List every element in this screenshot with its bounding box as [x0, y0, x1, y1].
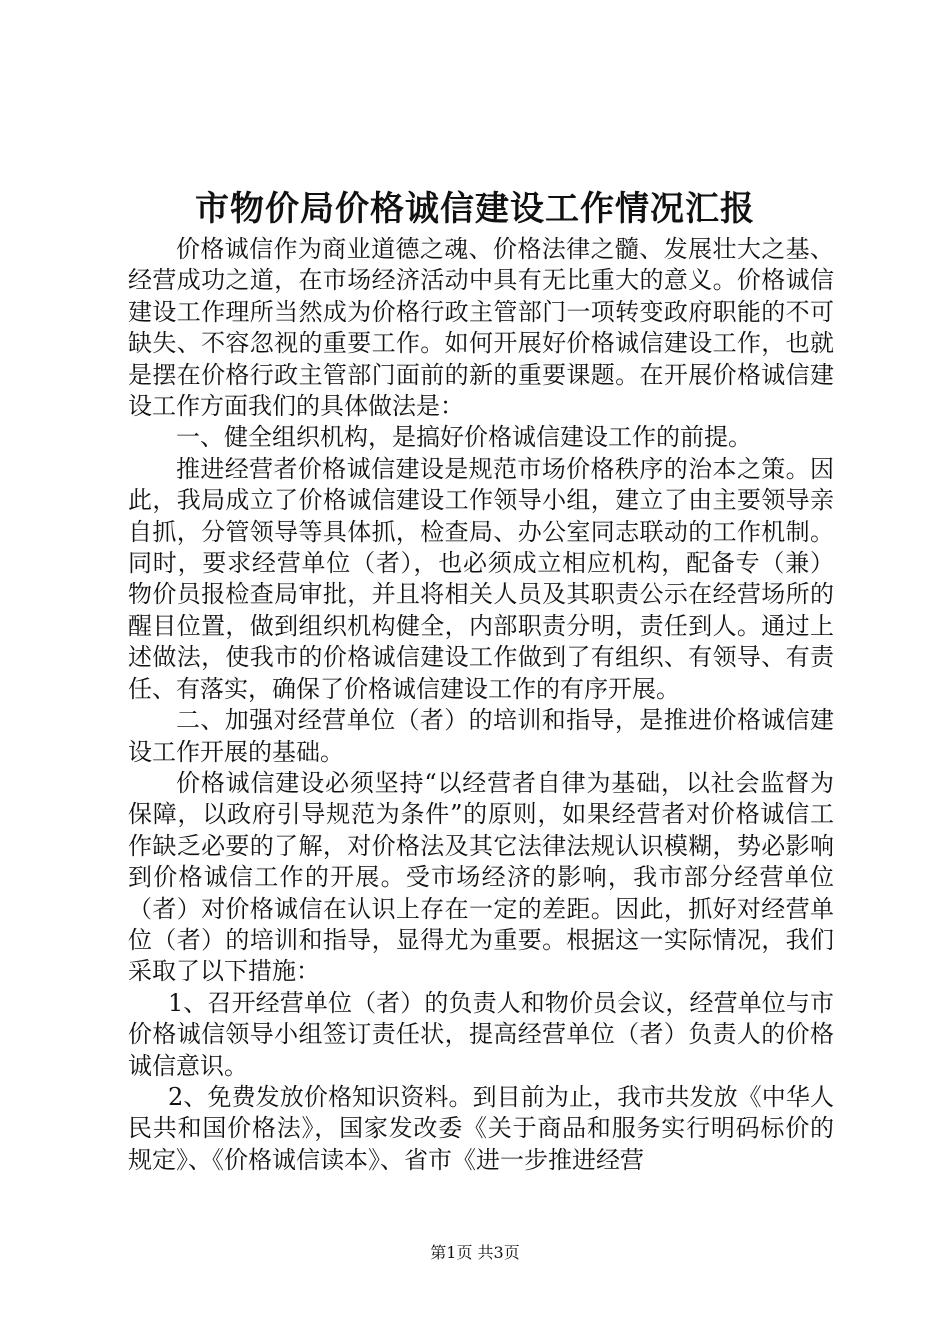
document-body: [128, 234, 834, 1176]
page-footer: 第1页 共3页: [430, 1243, 520, 1262]
paragraph-section-2: 价格诚信建设必须坚持“以经营者自律为基础，以社会监督为保障，以政府引导规范为条件”的原则，如果经营者对价格诚信工作缺乏必要的了解，对价格法及其它法律法规认识模糊，势必影响到价格诚信工作的开展。受市场经济的影响，我市部分经营单位（者）对价格诚信在认识上存在一定的差距。因此，抓好对经营单位（者）的培训和指导，显得尤为重要。根据这一实际情况，我们采取了以下措施：: [128, 768, 834, 986]
list-item-2: 2、免费发放价格知识资料。到目前为止，我市共发放《中华人民共和国价格法》，国家发改委《关于商品和服务实行明码标价的规定》、《价格诚信读本》、省市《进一步推进经营: [128, 1082, 834, 1174]
document-title: 市物价局价格诚信建设工作情况汇报: [195, 189, 755, 229]
paragraph-section-1: 推进经营者价格诚信建设是规范市场价格秩序的治本之策。因此，我局成立了价格诚信建设工作领导小组，建立了由主要领导亲自抓，分管领导等具体抓，检查局、办公室同志联动的工作机制。同时，要求经营单位（者），也必须成立相应机构，配备专（兼）物价员报检查局审批，并且将相关人员及其职责公示在经营场所的醒目位置，做到组织机构健全，内部职责分明，责任到人。通过上述做法，使我市的价格诚信建设工作做到了有组织、有领导、有责任、有落实，确保了价格诚信建设工作的有序开展。: [128, 454, 834, 703]
list-item-1: 1、召开经营单位（者）的负责人和物价员会议，经营单位与市价格诚信领导小组签订责任状，提高经营单位（者）负责人的价格诚信意识。: [128, 988, 834, 1080]
paragraph-intro: 价格诚信作为商业道德之魂、价格法律之髓、发展壮大之基、经营成功之道，在市场经济活动中具有无比重大的意义。价格诚信建设工作理所当然成为价格行政主管部门一项转变政府职能的不可缺失、不容忽视的重要工作。如何开展好价格诚信建设工作，也就是摆在价格行政主管部门面前的新的重要课题。在开展价格诚信建设工作方面我们的具体做法是：: [128, 235, 834, 421]
section-heading-2: 二、加强对经营单位（者）的培训和指导，是推进价格诚信建设工作开展的基础。: [128, 706, 834, 766]
section-heading-1: 一、健全组织机构，是搞好价格诚信建设工作的前提。: [176, 423, 752, 452]
